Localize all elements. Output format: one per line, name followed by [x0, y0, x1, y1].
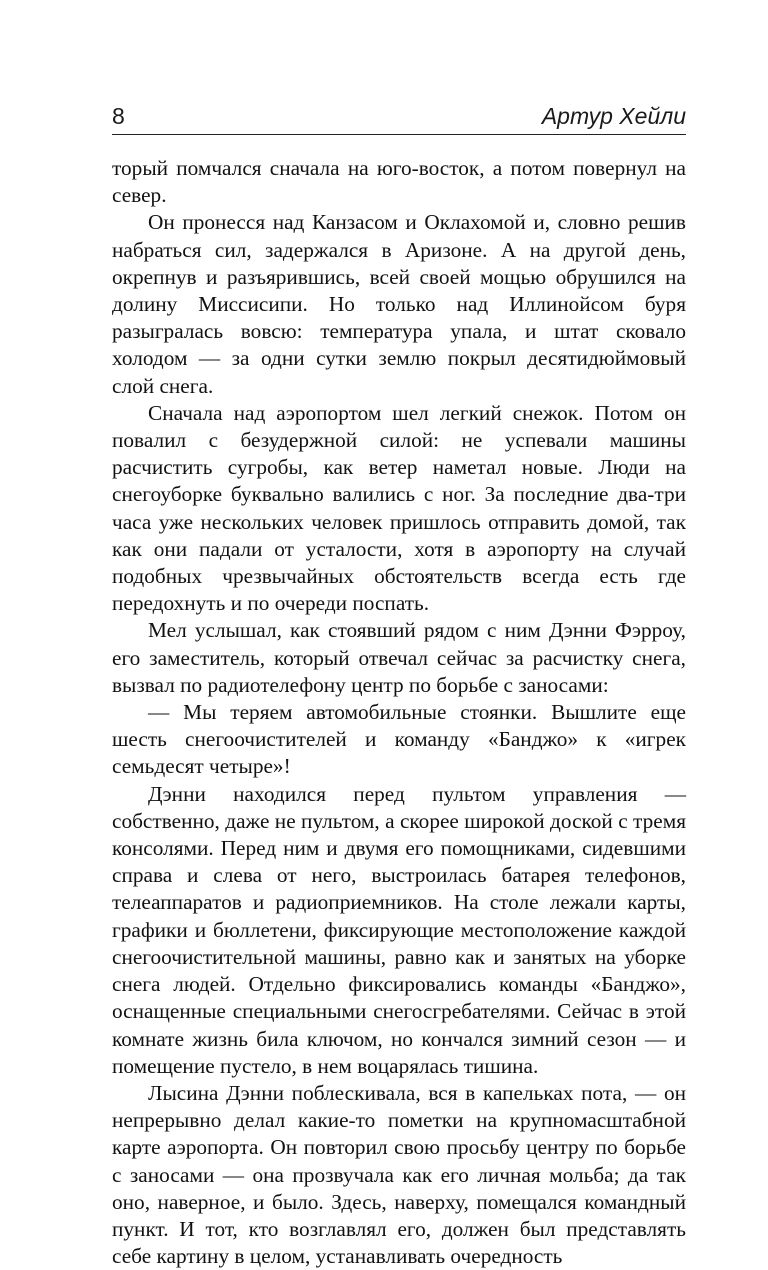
- paragraph: Он пронесся над Канзасом и Оклахомой и, словно решив набраться сил, задержался в Аризоне. А на другой день, окрепнув и разъярившись, всей своей мощью обрушился на долину Миссисипи. Но только над Иллинойсом буря разыгралась вовсю: температура упала, и штат сковало холодом — за одни сутки землю покрыл десятидюймовый слой снега.: [112, 210, 686, 398]
- dialogue-paragraph: — Мы теряем автомобильные стоянки. Вышлите еще шесть снегоочистителей и команду «Банджо» к «игрек семьдесят четыре»!: [112, 700, 686, 779]
- paragraph: торый помчался сначала на юго-восток, а потом повернул на север.: [112, 156, 686, 208]
- running-head-author: Артур Хейли: [541, 103, 686, 129]
- page-number: 8: [112, 103, 125, 129]
- paragraph: Дэнни находился перед пультом управления — собственно, даже не пультом, а скорее широкой доской с тремя консолями. Перед ним и двумя его помощниками, сидевшими справа и слева от него, выстроилась батарея телефонов, телеаппаратов и радиоприемников. На столе лежали карты, графики и бюллетени, фиксирующие местоположение каждой снегоочистительной машины, равно как и занятых на уборке снега людей. Отдельно фиксировались команды «Банджо», оснащенные специальными снегосгребателями. Сейчас в этой комнате жизнь била ключом, но кончался зимний сезон — и помещение пустело, в нем воцарялась тишина.: [112, 781, 686, 1078]
- page-header: [112, 100, 686, 135]
- paragraph: Мел услышал, как стоявший рядом с ним Дэнни Фэрроу, его заместитель, который отвечал сейчас за расчистку снега, вызвал по радиотелефону центр по борьбе с заносами:: [112, 618, 686, 697]
- paragraph: Сначала над аэропортом шел легкий снежок. Потом он повалил с безудержной силой: не успевали машины расчистить сугробы, как ветер наметал новые. Люди на снегоуборке буквально валились с ног. За последние два-три часа уже нескольких человек пришлось отправить домой, так как они падали от усталости, хотя в аэропорту на случай подобных чрезвычайных обстоятельств всегда есть где передохнуть и по очереди поспать.: [112, 400, 686, 616]
- body-text: [112, 155, 686, 1270]
- paragraph: Лысина Дэнни поблескивала, вся в капельках пота, — он непрерывно делал какие-то пометки на крупномасштабной карте аэропорта. Он повторил свою просьбу центру по борьбе с заносами — она прозвучала как его личная мольба; да так оно, наверное, и было. Здесь, наверху, помещался командный пункт. И тот, кто возглавлял его, должен был представлять себе картину в целом, устанавливать очередность: [112, 1080, 686, 1269]
